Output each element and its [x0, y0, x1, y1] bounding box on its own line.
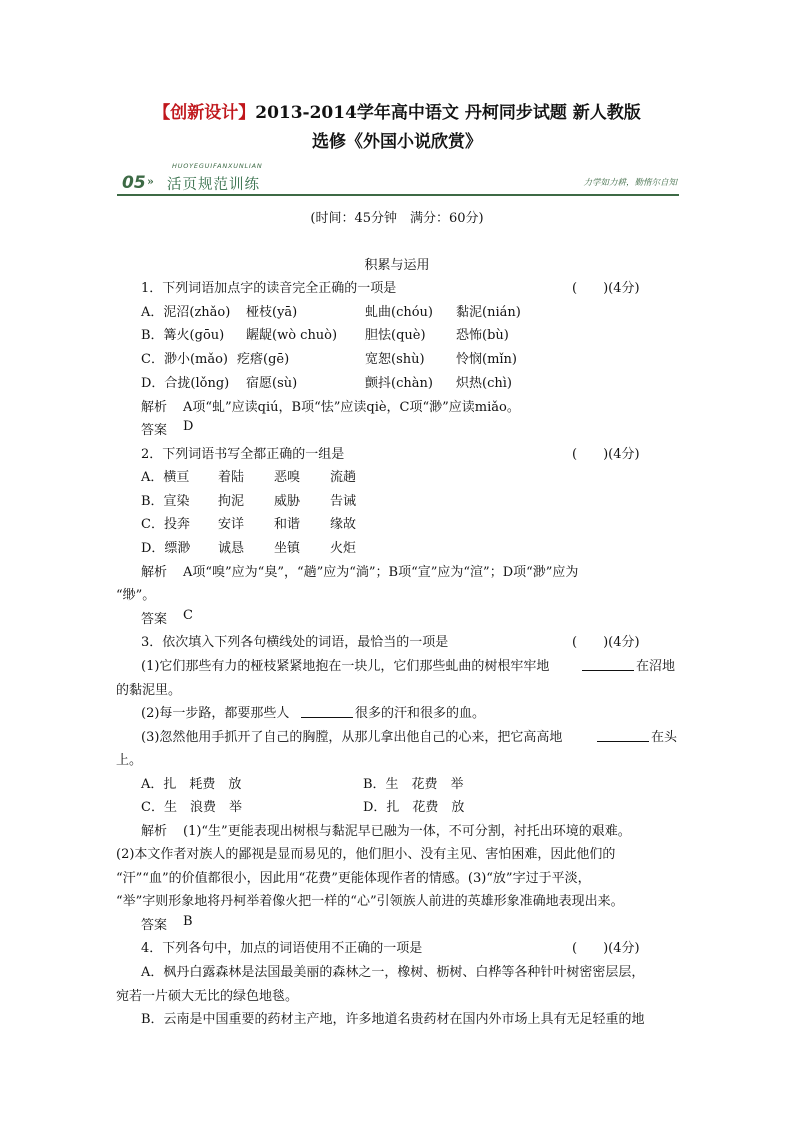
q3-stem: 3．依次填入下列各句横线处的词语，最恰当的一项是 — [141, 635, 449, 650]
q2-option-a-3: 恶嗅 — [274, 470, 301, 485]
banner-motto: 力学如力耕，勤惰尔自知 — [583, 178, 677, 188]
q3-sentence3-b: 在头 — [651, 730, 678, 745]
q2-option-a-1: A．横亘 — [141, 470, 190, 485]
q2-option-a-2: 着陆 — [218, 470, 245, 485]
q1-answer: D — [183, 419, 194, 434]
q2-option-c-4: 缘故 — [330, 517, 357, 532]
banner-number: 05 — [122, 173, 146, 193]
q2-option-b-1: B．宣染 — [141, 494, 190, 509]
q1-option-d-3: 颤抖(chàn) — [365, 376, 433, 391]
q3-answer: B — [183, 914, 193, 929]
q2-answer-label: 答案 — [141, 612, 168, 627]
q2-option-b-2: 拘泥 — [218, 494, 245, 509]
q3-answer-label: 答案 — [141, 918, 168, 933]
q2-option-c-1: C．投奔 — [141, 517, 190, 532]
q3-blank-3 — [597, 741, 649, 742]
time-score-note: (时间：45分钟 满分：60分) — [310, 211, 484, 226]
q3-blank-2 — [301, 717, 353, 718]
q1-option-c-2: 疙瘩(gē) — [237, 352, 290, 367]
q2-option-c-2: 安详 — [218, 517, 245, 532]
q2-analysis-line2: “缈”。 — [116, 588, 156, 603]
q1-option-a-1: A．泥沼(zhǎo) — [141, 305, 231, 320]
q1-option-b-4: 恐怖(bù) — [456, 328, 509, 343]
q3-analysis-line3: “汗”“血”的价值都很小，因此用“花费”更能体现作者的情感。(3)“放”字过于平淡， — [116, 871, 591, 886]
q3-analysis-line2: (2)本文作者对族人的鄙视是显而易见的，他们胆小、没有主见、害怕困难，因此他们的 — [116, 847, 616, 862]
q1-option-b-1: B．篝火(gōu) — [141, 328, 225, 343]
chevron-icon: » — [147, 175, 154, 188]
q3-sentence1-a: (1)它们那些有力的桠枝紧紧地抱在一块儿，它们那些虬曲的树根牢牢地 — [141, 659, 550, 674]
q4-score: ( )(4分) — [572, 941, 640, 956]
q1-option-d-2: 宿愿(sù) — [246, 376, 298, 391]
q1-stem: 1．下列词语加点字的读音完全正确的一项是 — [141, 281, 397, 296]
q4-option-a-line1: A．枫丹白露森林是法国最美丽的森林之一，橡树、枥树、白桦等各种针叶树密密层层， — [141, 965, 645, 980]
q1-score: ( )(4分) — [572, 281, 640, 296]
section-heading: 积累与运用 — [364, 258, 430, 273]
q2-option-d-4: 火炬 — [330, 541, 357, 556]
q3-option-c: C．生 浪费 举 — [141, 800, 242, 815]
q2-option-c-3: 和谐 — [274, 517, 301, 532]
q1-option-d-4: 炽热(chì) — [456, 376, 512, 391]
banner-name: 活页规范训练 — [167, 177, 260, 193]
q3-option-d: D．扎 花费 放 — [363, 800, 465, 815]
document-title-line1 — [0, 98, 794, 123]
q1-option-c-1: C．渺小(mǎo) — [141, 352, 228, 367]
q2-option-b-3: 威胁 — [274, 494, 301, 509]
q3-analysis-line1: (1)“生”更能表现出树根与黏泥早已融为一体，不可分割，衬托出环境的艰难。 — [183, 824, 631, 839]
banner-divider — [117, 194, 679, 196]
q2-score: ( )(4分) — [572, 447, 640, 462]
q1-analysis: A项“虬”应读qiú，B项“怯”应读qiè，C项“渺”应读miǎo。 — [183, 400, 520, 415]
q3-sentence3-c: 上。 — [116, 753, 143, 768]
q3-option-a: A．扎 耗费 放 — [141, 777, 242, 792]
section-banner — [117, 161, 679, 197]
q1-option-c-4: 怜悯(mǐn) — [456, 352, 518, 367]
title-text: 2013-2014学年高中语文 丹柯同步试题 新人教版 — [255, 103, 641, 123]
q3-blank-1 — [582, 670, 634, 671]
document-title-line2: 选修《外国小说欣赏》 — [312, 132, 482, 152]
q4-stem: 4．下列各句中，加点的词语使用不正确的一项是 — [141, 941, 423, 956]
q3-score: ( )(4分) — [572, 635, 640, 650]
q3-sentence1-c: 的黏泥里。 — [116, 683, 182, 698]
q3-sentence1-b: 在沼地 — [636, 659, 676, 674]
q1-option-a-4: 黏泥(nián) — [456, 305, 521, 320]
q2-option-d-2: 诚恳 — [218, 541, 245, 556]
q4-option-b-line1: B．云南是中国重要的药材主产地，许多地道名贵药材在国内外市场上具有无足轻重的地 — [141, 1012, 645, 1027]
q1-option-a-3: 虬曲(chóu) — [365, 305, 433, 320]
q3-analysis-line4: “举”字则形象地将丹柯举着像火把一样的“心”引领族人前进的英雄形象准确地表现出来。 — [116, 894, 624, 909]
q1-analysis-label: 解析 — [141, 400, 168, 415]
q1-option-a-2: 桠枝(yā) — [246, 305, 298, 320]
q2-analysis-line1: A项“嗅”应为“臭”，“趟”应为“淌”；B项“宣”应为“渲”；D项“渺”应为 — [183, 565, 579, 580]
q2-analysis-label: 解析 — [141, 565, 168, 580]
q2-stem: 2．下列词语书写全都正确的一组是 — [141, 447, 345, 462]
q1-option-c-3: 宽恕(shù) — [365, 352, 425, 367]
q1-option-b-3: 胆怯(què) — [365, 328, 426, 343]
q1-option-d-1: D．合拢(lǒng) — [141, 376, 230, 391]
q3-sentence2-b: 很多的汗和很多的血。 — [355, 706, 486, 721]
q2-option-b-4: 告诫 — [330, 494, 357, 509]
brand-label: 【创新设计】 — [153, 103, 256, 123]
banner-pinyin: HUOYEGUIFANXUNLIAN — [172, 162, 263, 170]
q2-answer: C — [183, 608, 193, 623]
q3-option-b: B．生 花费 举 — [363, 777, 464, 792]
q1-answer-label: 答案 — [141, 423, 168, 438]
q4-option-a-line2: 宛若一片硕大无比的绿色地毯。 — [116, 989, 299, 1004]
q2-option-d-1: D．缥渺 — [141, 541, 191, 556]
q3-analysis-label: 解析 — [141, 824, 168, 839]
q3-sentence2-a: (2)每一步路，都要那些人 — [141, 706, 290, 721]
q1-option-b-2: 龌龊(wò chuò) — [246, 328, 338, 343]
q2-option-d-3: 坐镇 — [274, 541, 301, 556]
q3-sentence3-a: (3)忽然他用手抓开了自己的胸膛，从那儿拿出他自己的心来，把它高高地 — [141, 730, 563, 745]
q2-option-a-4: 流趟 — [330, 470, 357, 485]
